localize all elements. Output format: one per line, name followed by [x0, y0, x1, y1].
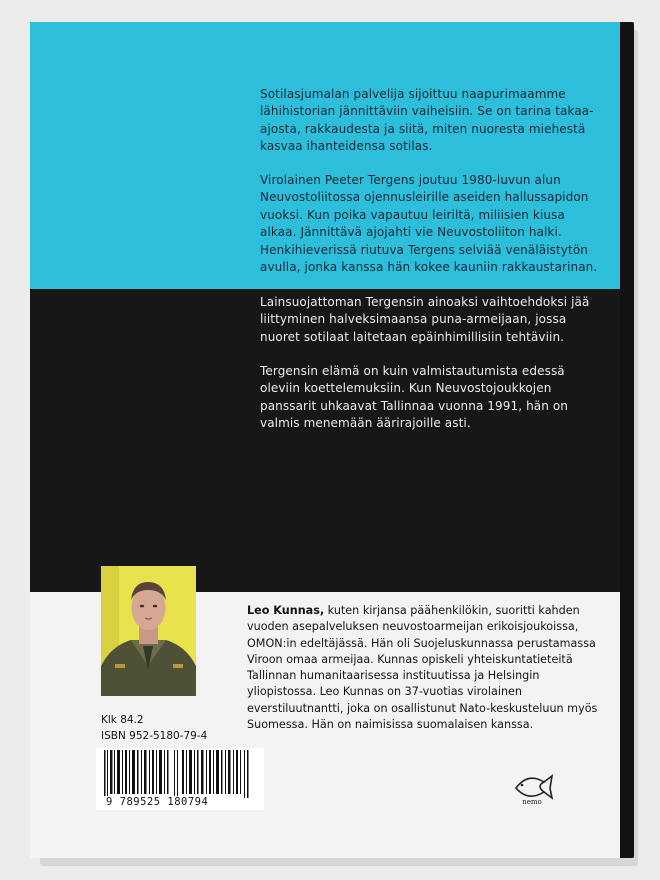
blurb-paragraph-4: Tergensin elämä on kuin valmistautumista edessä oleviin koettelemuksiin. Kun Neuvostojoukkojen panssarit uhkaavat Tallinnaa vuonna 1991, hän on valmis menemään äärirajoille asti. — [260, 364, 569, 431]
blurb-paragraph-1: Sotilasjumalan palvelija sijoittuu naapurimaamme lähihistorian jännittäviin vaiheisiin. Se on tarina takaa-ajosta, rakkaudesta ja siitä, miten nuoresta miehestä kasvaa ihanteidensa sotilas. — [260, 87, 594, 154]
barcode-bars — [96, 748, 264, 798]
isbn-number: ISBN 952-5180-79-4 — [101, 730, 208, 742]
publisher-name: nemo — [522, 798, 542, 806]
blurb-paragraph-3: Lainsuojattoman Tergensin ainoaksi vaihtoehdoksi jää liittyminen halveksimaansa puna-armeijaan, jossa nuoret sotilaat laitetaan epäinhimillisiin tehtäviin. — [260, 295, 590, 344]
barcode-number: 9 789525 180794 — [106, 796, 209, 808]
author-bio — [247, 603, 602, 733]
author-name: Leo Kunnas, — [247, 604, 325, 617]
klk-code: Klk 84.2 — [101, 714, 144, 726]
blurb-paragraph-2: Virolainen Peeter Tergens joutuu 1980-luvun alun Neuvostoliitossa ojennusleirille aseiden hallussapidon vuoksi. Kun poika vapautuu leiriltä, miliisien kiusa alkaa. Jännittävä ajojahti vie Neuvostoliiton halki. Henkihieverissä riutuva Tergens selviää venäläistytön avulla, jonka kanssa hän kokee kauniin rakkaustarinan. — [260, 173, 598, 275]
author-bio-text: kuten kirjansa päähenkilökin, suoritti kahden vuoden asepalveluksen neuvostoarmeijan erikoisjoukoissa, OMON:in edeltäjässä. Hän oli Suojeluskunnassa perustamassa Viroon omaa armeijaa. Kunnas opiskeli yhteiskuntatieteitä Tallinnan humanitaarisessa instituutissa ja Helsingin yliopistossa. Leo Kunnas on 37-vuotias virolainen everstiluutnantti, joka on osallistunut Nato-keskusteluun myös Suomessa. Hän on naimisissa suomalaisen kanssa. — [247, 604, 598, 732]
author-photo — [101, 566, 196, 696]
